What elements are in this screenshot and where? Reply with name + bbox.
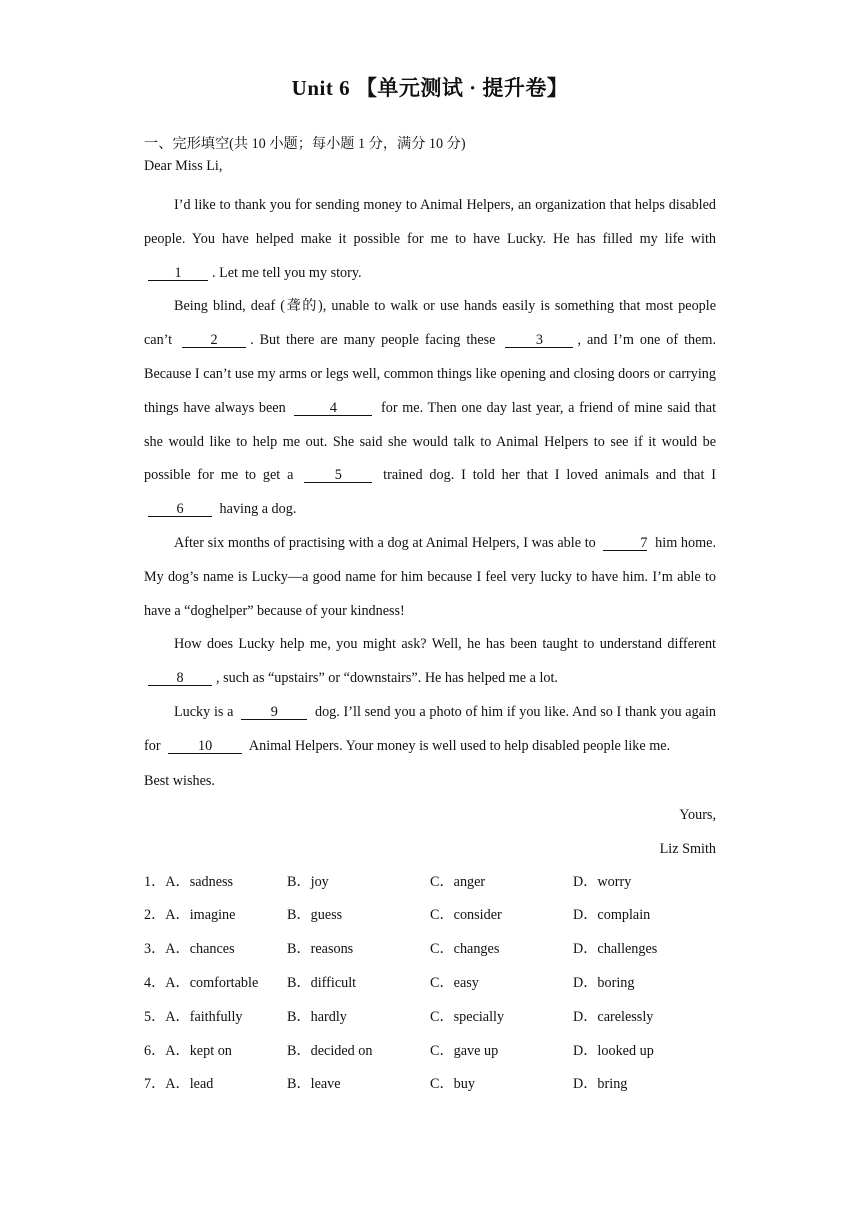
- document-content: [144, 133, 716, 1102]
- option-3-a[interactable]: 3．A．chances: [144, 941, 235, 958]
- paragraph-2: Being blind, deaf (聋的), unable to walk or use hands easily is something that most people can’t 2 . But there are many people facing these 3 , and I’m one of them. Because I can’t use my arms or legs well, common things like opening and closing doors or carrying things have always been 4 for me. Then one day last year, a friend of mine said that she would like to help me out. She said she would talk to Animal Helpers to see if it would be possible for me to get a 5 trained dog. I told her that I loved animals and that I 6 having a dog.: [144, 298, 717, 518]
- option-2-a[interactable]: 2．A．imagine: [144, 907, 236, 924]
- blank-5[interactable]: 5: [304, 468, 372, 483]
- option-4-c[interactable]: C．easy: [430, 974, 479, 991]
- option-row-5: [144, 1001, 716, 1035]
- letter-salutation: Dear Miss Li,: [144, 158, 223, 174]
- option-4-d[interactable]: D．boring: [573, 974, 635, 991]
- option-3-c[interactable]: C．changes: [430, 941, 500, 958]
- option-2-c[interactable]: C．consider: [430, 907, 502, 924]
- option-row-7: [144, 1068, 716, 1102]
- option-5-a[interactable]: 5．A．faithfully: [144, 1008, 243, 1025]
- option-1-c[interactable]: C．anger: [430, 873, 486, 890]
- option-3-b[interactable]: B．reasons: [287, 941, 354, 958]
- option-2-b[interactable]: B．guess: [287, 907, 343, 924]
- option-7-b[interactable]: B．leave: [287, 1076, 341, 1093]
- option-6-b[interactable]: B．decided on: [287, 1042, 373, 1059]
- blank-6[interactable]: 6: [148, 502, 212, 517]
- option-row-4: [144, 967, 716, 1001]
- blank-8[interactable]: 8: [148, 671, 212, 686]
- option-1-a[interactable]: 1．A．sadness: [144, 873, 234, 890]
- page-title: Unit 6 【单元测试 · 提升卷】: [291, 76, 569, 100]
- blank-9[interactable]: 9: [241, 705, 307, 720]
- paragraph-3: After six months of practising with a dog at Animal Helpers, I was able to 7 him home. My dog’s name is Lucky—a good name for him because I feel very lucky to have him. I’m able to have a “doghelper” because of your kindness!: [144, 534, 716, 619]
- option-7-c[interactable]: C．buy: [430, 1076, 475, 1093]
- closing-yours: Yours,: [679, 806, 716, 823]
- blank-3[interactable]: 3: [505, 333, 573, 348]
- signature-name: Liz Smith: [659, 840, 716, 857]
- options-list: [144, 866, 716, 1103]
- option-6-c[interactable]: C．gave up: [430, 1042, 499, 1059]
- option-7-d[interactable]: D．bring: [573, 1076, 628, 1093]
- option-1-d[interactable]: D．worry: [573, 873, 632, 890]
- option-6-a[interactable]: 6．A．kept on: [144, 1042, 232, 1059]
- option-7-a[interactable]: 7．A．lead: [144, 1076, 214, 1093]
- paragraph-4: How does Lucky help me, you might ask? Well, he has been taught to understand different 8 , such as “upstairs” or “downstairs”. He has helped me a lot.: [144, 628, 716, 696]
- blank-4[interactable]: 4: [294, 401, 372, 416]
- option-5-d[interactable]: D．carelessly: [573, 1008, 654, 1025]
- blank-1[interactable]: 1: [148, 266, 208, 281]
- option-6-d[interactable]: D．looked up: [573, 1042, 654, 1059]
- option-4-a[interactable]: 4．A．comfortable: [144, 974, 259, 991]
- option-row-3: [144, 933, 716, 967]
- paragraph-5: Lucky is a 9 dog. I’ll send you a photo of him if you like. And so I thank you again for 10 Animal Helpers. Your money is well used to help disabled people like me.: [144, 703, 717, 754]
- blank-7[interactable]: 7: [603, 536, 647, 551]
- option-row-1: [144, 866, 716, 900]
- blank-10[interactable]: 10: [168, 739, 242, 754]
- option-1-b[interactable]: B．joy: [287, 873, 329, 890]
- option-row-2: [144, 899, 716, 933]
- option-4-b[interactable]: B．difficult: [287, 974, 357, 991]
- option-row-6: [144, 1035, 716, 1069]
- paragraph-1: I’d like to thank you for sending money to Animal Helpers, an organization that helps disabled people. You have helped make it possible for me to have Lucky. He has filled my life with 1 . Let me tell you my story.: [144, 197, 716, 281]
- section-heading: 一、完形填空(共 10 小题；每小题 1 分，满分 10 分): [144, 136, 466, 152]
- option-2-d[interactable]: D．complain: [573, 907, 651, 924]
- blank-2[interactable]: 2: [182, 333, 246, 348]
- option-3-d[interactable]: D．challenges: [573, 941, 658, 958]
- closing-wishes: Best wishes.: [144, 772, 215, 789]
- option-5-b[interactable]: B．hardly: [287, 1008, 347, 1025]
- option-5-c[interactable]: C．specially: [430, 1008, 505, 1025]
